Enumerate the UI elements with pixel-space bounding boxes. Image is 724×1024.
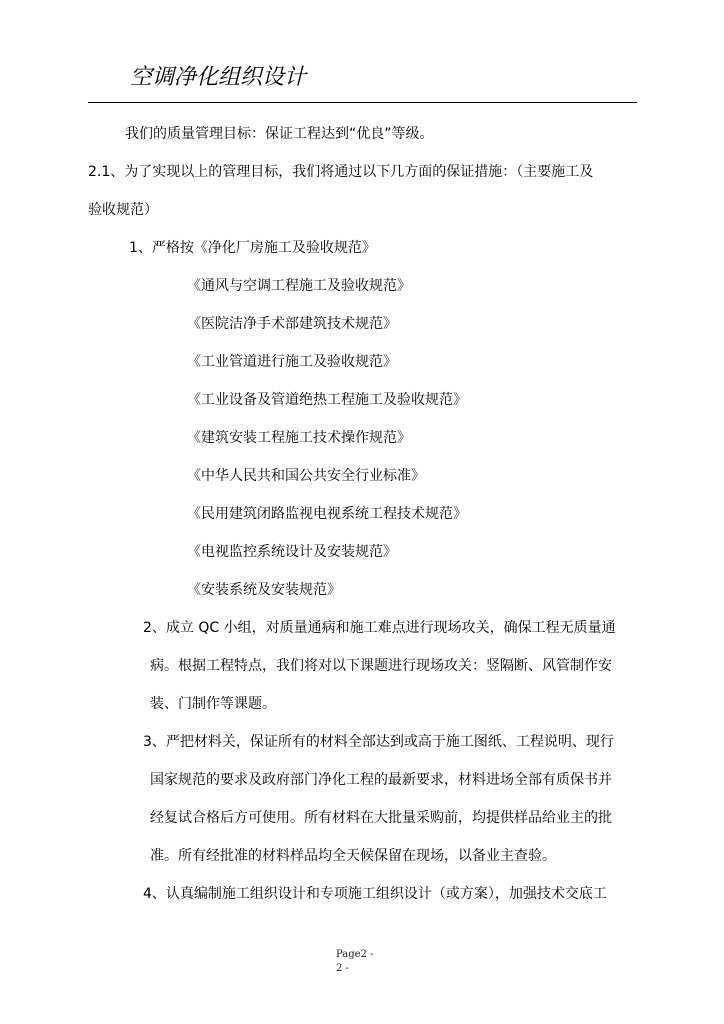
standard-item: 《电视监控系统设计及安装规范》 (187, 544, 397, 560)
standard-item: 《工业管道进行施工及验收规范》 (187, 354, 397, 370)
page-footer (336, 948, 373, 976)
section-2-1-line-2: 验收规范） (88, 202, 158, 218)
standard-item: 《中华人民共和国公共安全行业标准》 (187, 468, 425, 484)
item-3-line-4: 准。所有经批准的材料样品均全天候保留在现场，以备业主查验。 (150, 848, 556, 864)
item-4-line-1: 4、认真编制施工组织设计和专项施工组织设计（或方案），加强技术交底工 (143, 886, 607, 902)
item-2-line-1: 2、成立 QC 小组，对质量通病和施工难点进行现场攻关，确保工程无质量通 (143, 620, 616, 636)
item-2-line-3: 装、门制作等课题。 (150, 696, 276, 712)
item-3-line-1: 3、严把材料关，保证所有的材料全部达到或高于施工图纸、工程说明、现行 (143, 734, 614, 750)
paragraph-quality-goal: 我们的质量管理目标：保证工程达到“优良”等级。 (125, 126, 434, 142)
title-underline (88, 102, 637, 103)
item-2-line-2: 病。根据工程特点，我们将对以下课题进行现场攻关：竖隔断、风管制作安 (150, 658, 612, 674)
document-title: 空调净化组织设计 (130, 65, 307, 90)
item-1-line: 1、严格按《净化厂房施工及验收规范》 (129, 240, 376, 256)
item-3-line-2: 国家规范的要求及政府部门净化工程的最新要求，材料进场全部有质保书并 (150, 772, 612, 788)
page-number-line-1: Page2 - (336, 949, 374, 960)
item-3-line-3: 经复试合格后方可使用。所有材料在大批量采购前，均提供样品给业主的批 (150, 810, 612, 826)
standard-item: 《安装系统及安装规范》 (187, 582, 341, 598)
section-2-1-line-1: 2.1、为了实现以上的管理目标，我们将通过以下几方面的保证措施：（主要施工及 (88, 164, 594, 180)
standard-item: 《建筑安装工程施工技术操作规范》 (187, 430, 411, 446)
page-number-line-2: 2 - (336, 963, 349, 974)
standard-item: 《医院洁净手术部建筑技术规范》 (187, 316, 397, 332)
standard-item: 《通风与空调工程施工及验收规范》 (187, 278, 411, 294)
standard-item: 《工业设备及管道绝热工程施工及验收规范》 (187, 392, 467, 408)
standard-item: 《民用建筑闭路监视电视系统工程技术规范》 (187, 506, 467, 522)
